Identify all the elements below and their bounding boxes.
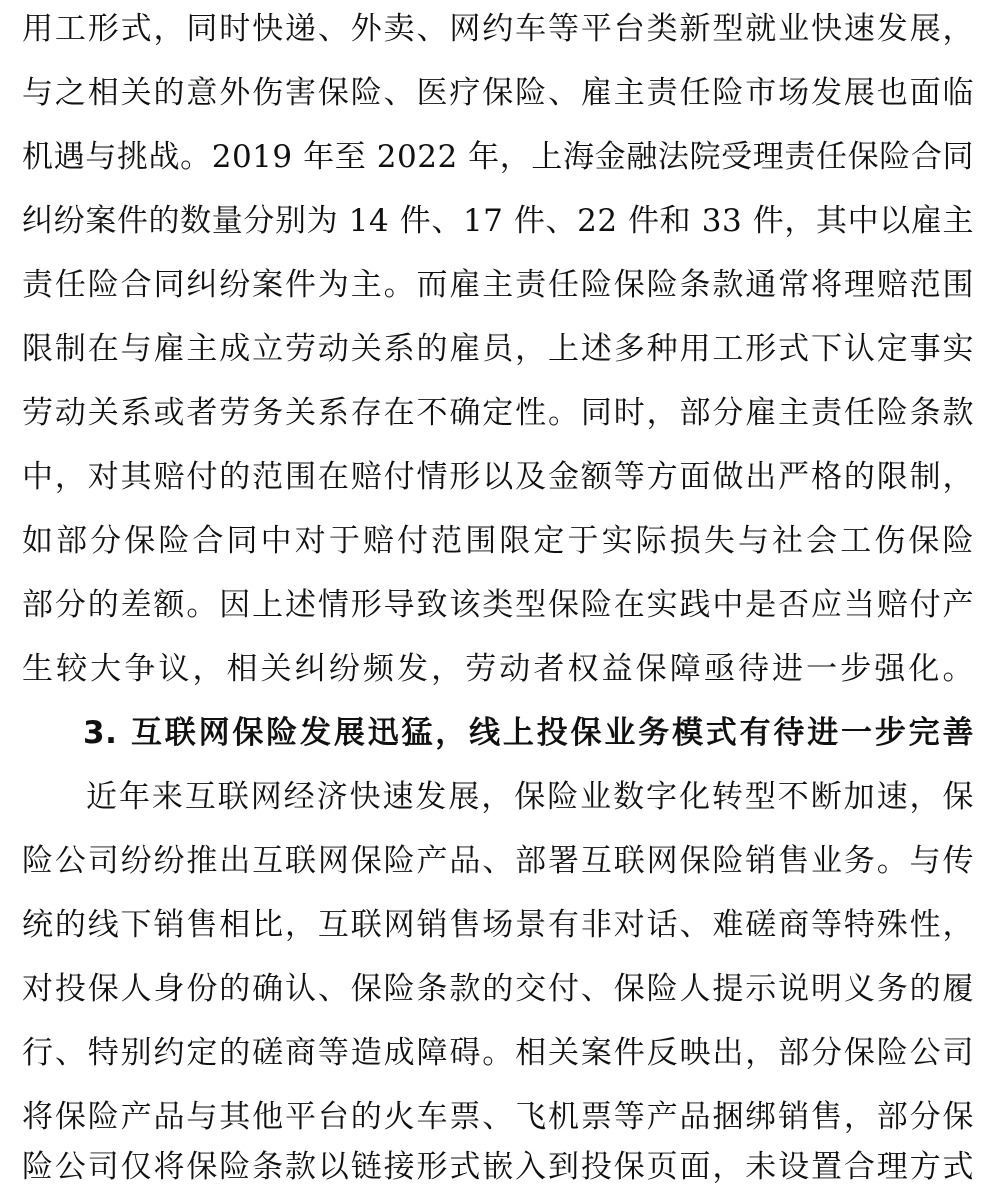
paragraph-line: 劳动关系或者劳务关系存在不确定性。同时，部分雇主责任险条款 <box>22 395 974 431</box>
paragraph-line: 将保险产品与其他平台的火车票、飞机票等产品捆绑销售，部分保 <box>22 1099 974 1135</box>
paragraph-line: 机遇与挑战。2019 年至 2022 年，上海金融法院受理责任保险合同 <box>22 139 974 175</box>
paragraph-line: 限制在与雇主成立劳动关系的雇员，上述多种用工形式下认定事实 <box>22 331 974 367</box>
paragraph-line: 生较大争议，相关纠纷频发，劳动者权益保障亟待进一步强化。 <box>22 651 974 687</box>
paragraph-line: 对投保人身份的确认、保险条款的交付、保险人提示说明义务的履 <box>22 971 974 1007</box>
paragraph-line: 统的线下销售相比，互联网销售场景有非对话、难磋商等特殊性， <box>22 907 974 943</box>
paragraph-line: 行、特别约定的磋商等造成障碍。相关案件反映出，部分保险公司 <box>22 1035 974 1071</box>
paragraph-line: 险公司仅将保险条款以链接形式嵌入到投保页面，未设置合理方式 <box>22 1149 974 1185</box>
paragraph-line: 部分的差额。因上述情形导致该类型保险在实践中是否应当赔付产 <box>22 587 974 623</box>
paragraph-line: 纠纷案件的数量分别为 14 件、17 件、22 件和 33 件，其中以雇主 <box>22 203 974 239</box>
paragraph-line: 如部分保险合同中对于赔付范围限定于实际损失与社会工伤保险 <box>22 523 974 559</box>
paragraph-line: 险公司纷纷推出互联网保险产品、部署互联网保险销售业务。与传 <box>22 843 974 879</box>
paragraph-line: 与之相关的意外伤害保险、医疗保险、雇主责任险市场发展也面临 <box>22 75 974 111</box>
section-heading: 3. 互联网保险发展迅猛，线上投保业务模式有待进一步完善 <box>83 715 974 751</box>
paragraph-line: 中，对其赔付的范围在赔付情形以及金额等方面做出严格的限制， <box>22 459 974 495</box>
paragraph-line: 责任险合同纠纷案件为主。而雇主责任险保险条款通常将理赔范围 <box>22 267 974 303</box>
paragraph-line: 用工形式，同时快递、外卖、网约车等平台类新型就业快速发展， <box>22 11 974 47</box>
paragraph-line: 近年来互联网经济快速发展，保险业数字化转型不断加速，保 <box>86 779 974 815</box>
